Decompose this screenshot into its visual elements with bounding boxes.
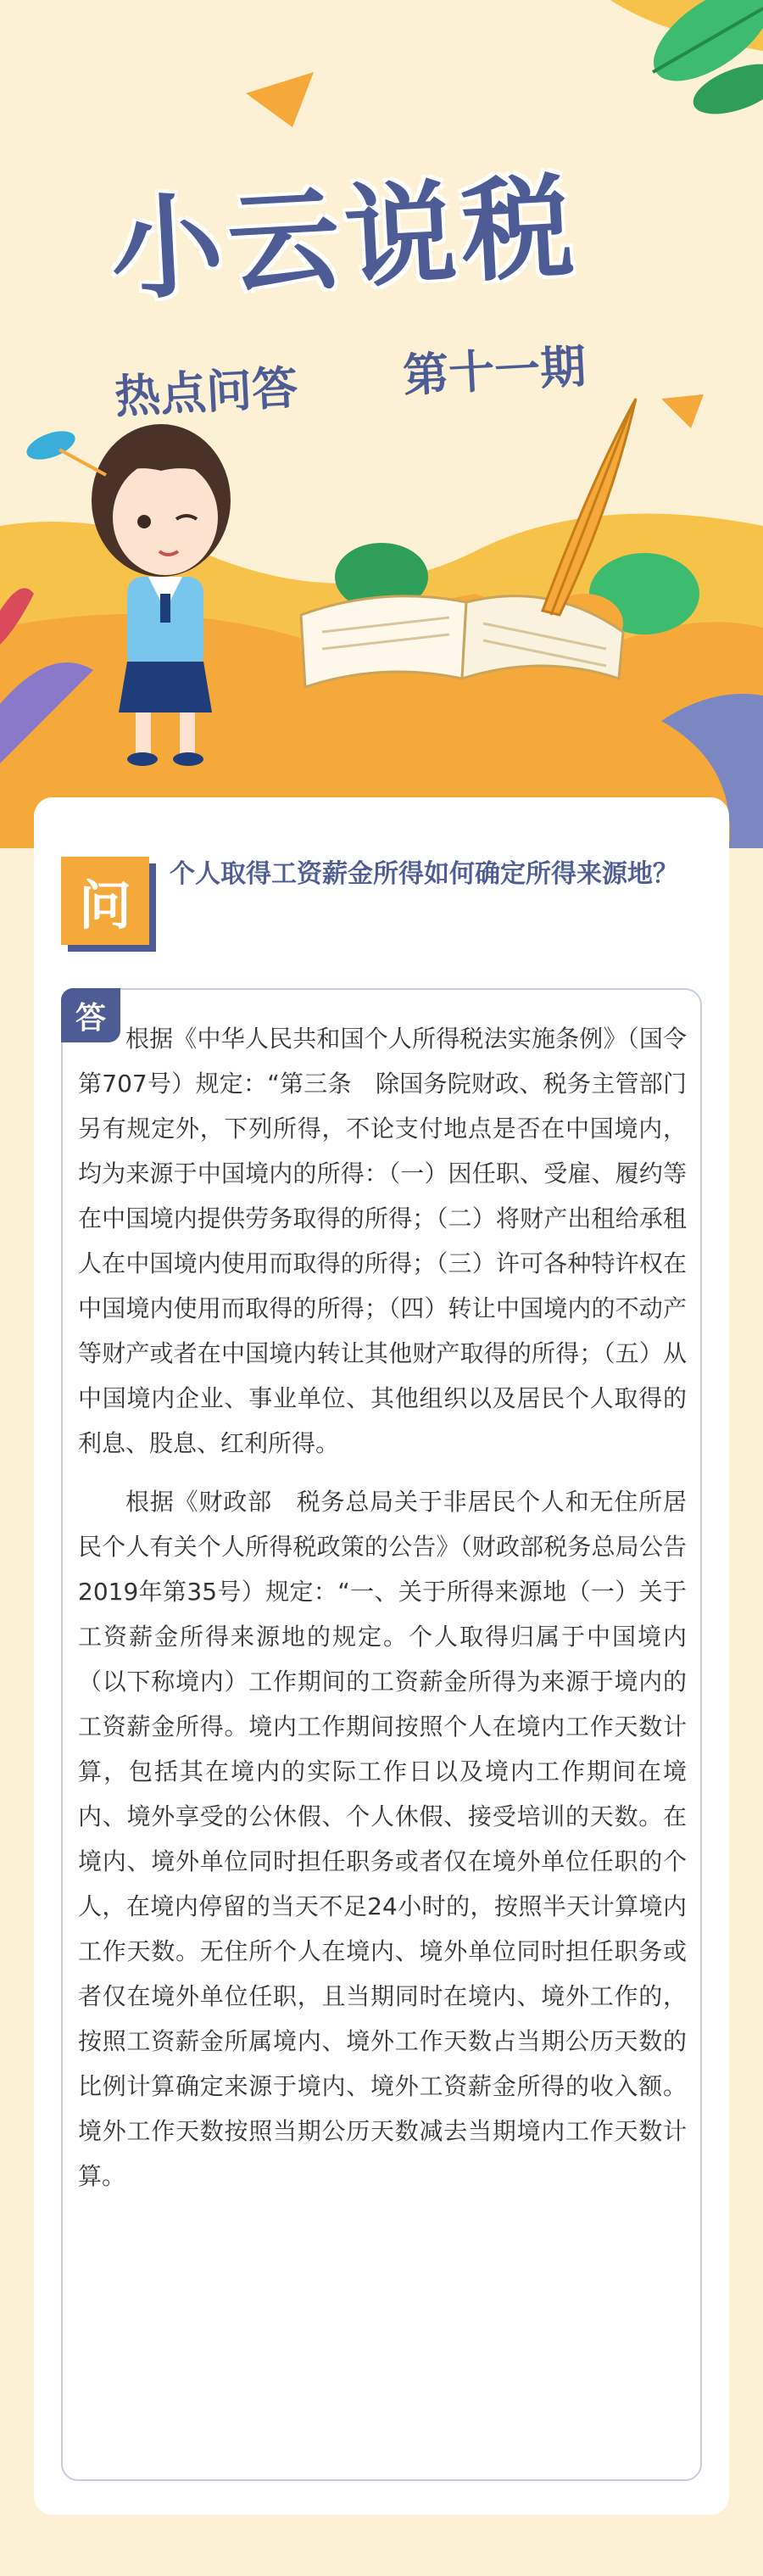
answer-badge: 答 — [61, 988, 120, 1042]
hero-banner — [0, 0, 763, 848]
question-text: 个人取得工资薪金所得如何确定所得来源地？ — [170, 859, 678, 889]
question-badge: 问 — [61, 857, 149, 945]
answer-body — [78, 1016, 687, 2212]
answer-paragraph: 根据《中华人民共和国个人所得税法实施条例》（国令第707号）规定：“第三条 除国务院财政、税务主管部门另有规定外，下列所得，不论支付地点是否在中国境内，均为来源于中国境内的所得：（一）因任职、受雇、履约等在中国境内提供劳务取得的所得；（二）将财产出租给承租人在中国境内使用而取得的所得；（三）许可各种特许权在中国境内使用而取得的所得；（四）转让中国境内的不动产等财产或者在中国境内转让其他财产取得的所得；（五）从中国境内企业、事业单位、其他组织以及居民个人取得的利息、股息、红利所得。 — [78, 1025, 687, 1457]
hero-background-art — [0, 0, 763, 848]
subtitle-hot-qa: 热点问答 — [113, 360, 299, 424]
page-title: 小云说税 — [107, 160, 582, 317]
answer-paragraph: 根据《财政部 税务总局关于非居民个人和无住所居民个人有关个人所得税政策的公告》（财政部税务总局公告2019年第35号）规定：“一、关于所得来源地（一）关于工资薪金所得来源地的规定。个人取得归属于中国境内（以下称境内）工作期间的工资薪金所得为来源于境内的工资薪金所得。境内工作期间按照个人在境内工作天数计算，包括其在境内的实际工作日以及境内工作期间在境内、境外享受的公休假、个人休假、接受培训的天数。在境内、境外单位同时担任职务或者仅在境外单位任职的个人，在境内停留的当天不足24小时的，按照半天计算境内工作天数。无住所个人在境内、境外单位同时担任职务或者仅在境外单位任职，且当期同时在境内、境外工作的，按照工资薪金所属境内、境外工作天数占当期公历天数的比例计算确定来源于境内、境外工资薪金所得的收入额。境外工作天数按照当期公历天数减去当期境内工作天数计算。 — [78, 1488, 687, 2190]
issue-number: 第十一期 — [401, 338, 588, 403]
